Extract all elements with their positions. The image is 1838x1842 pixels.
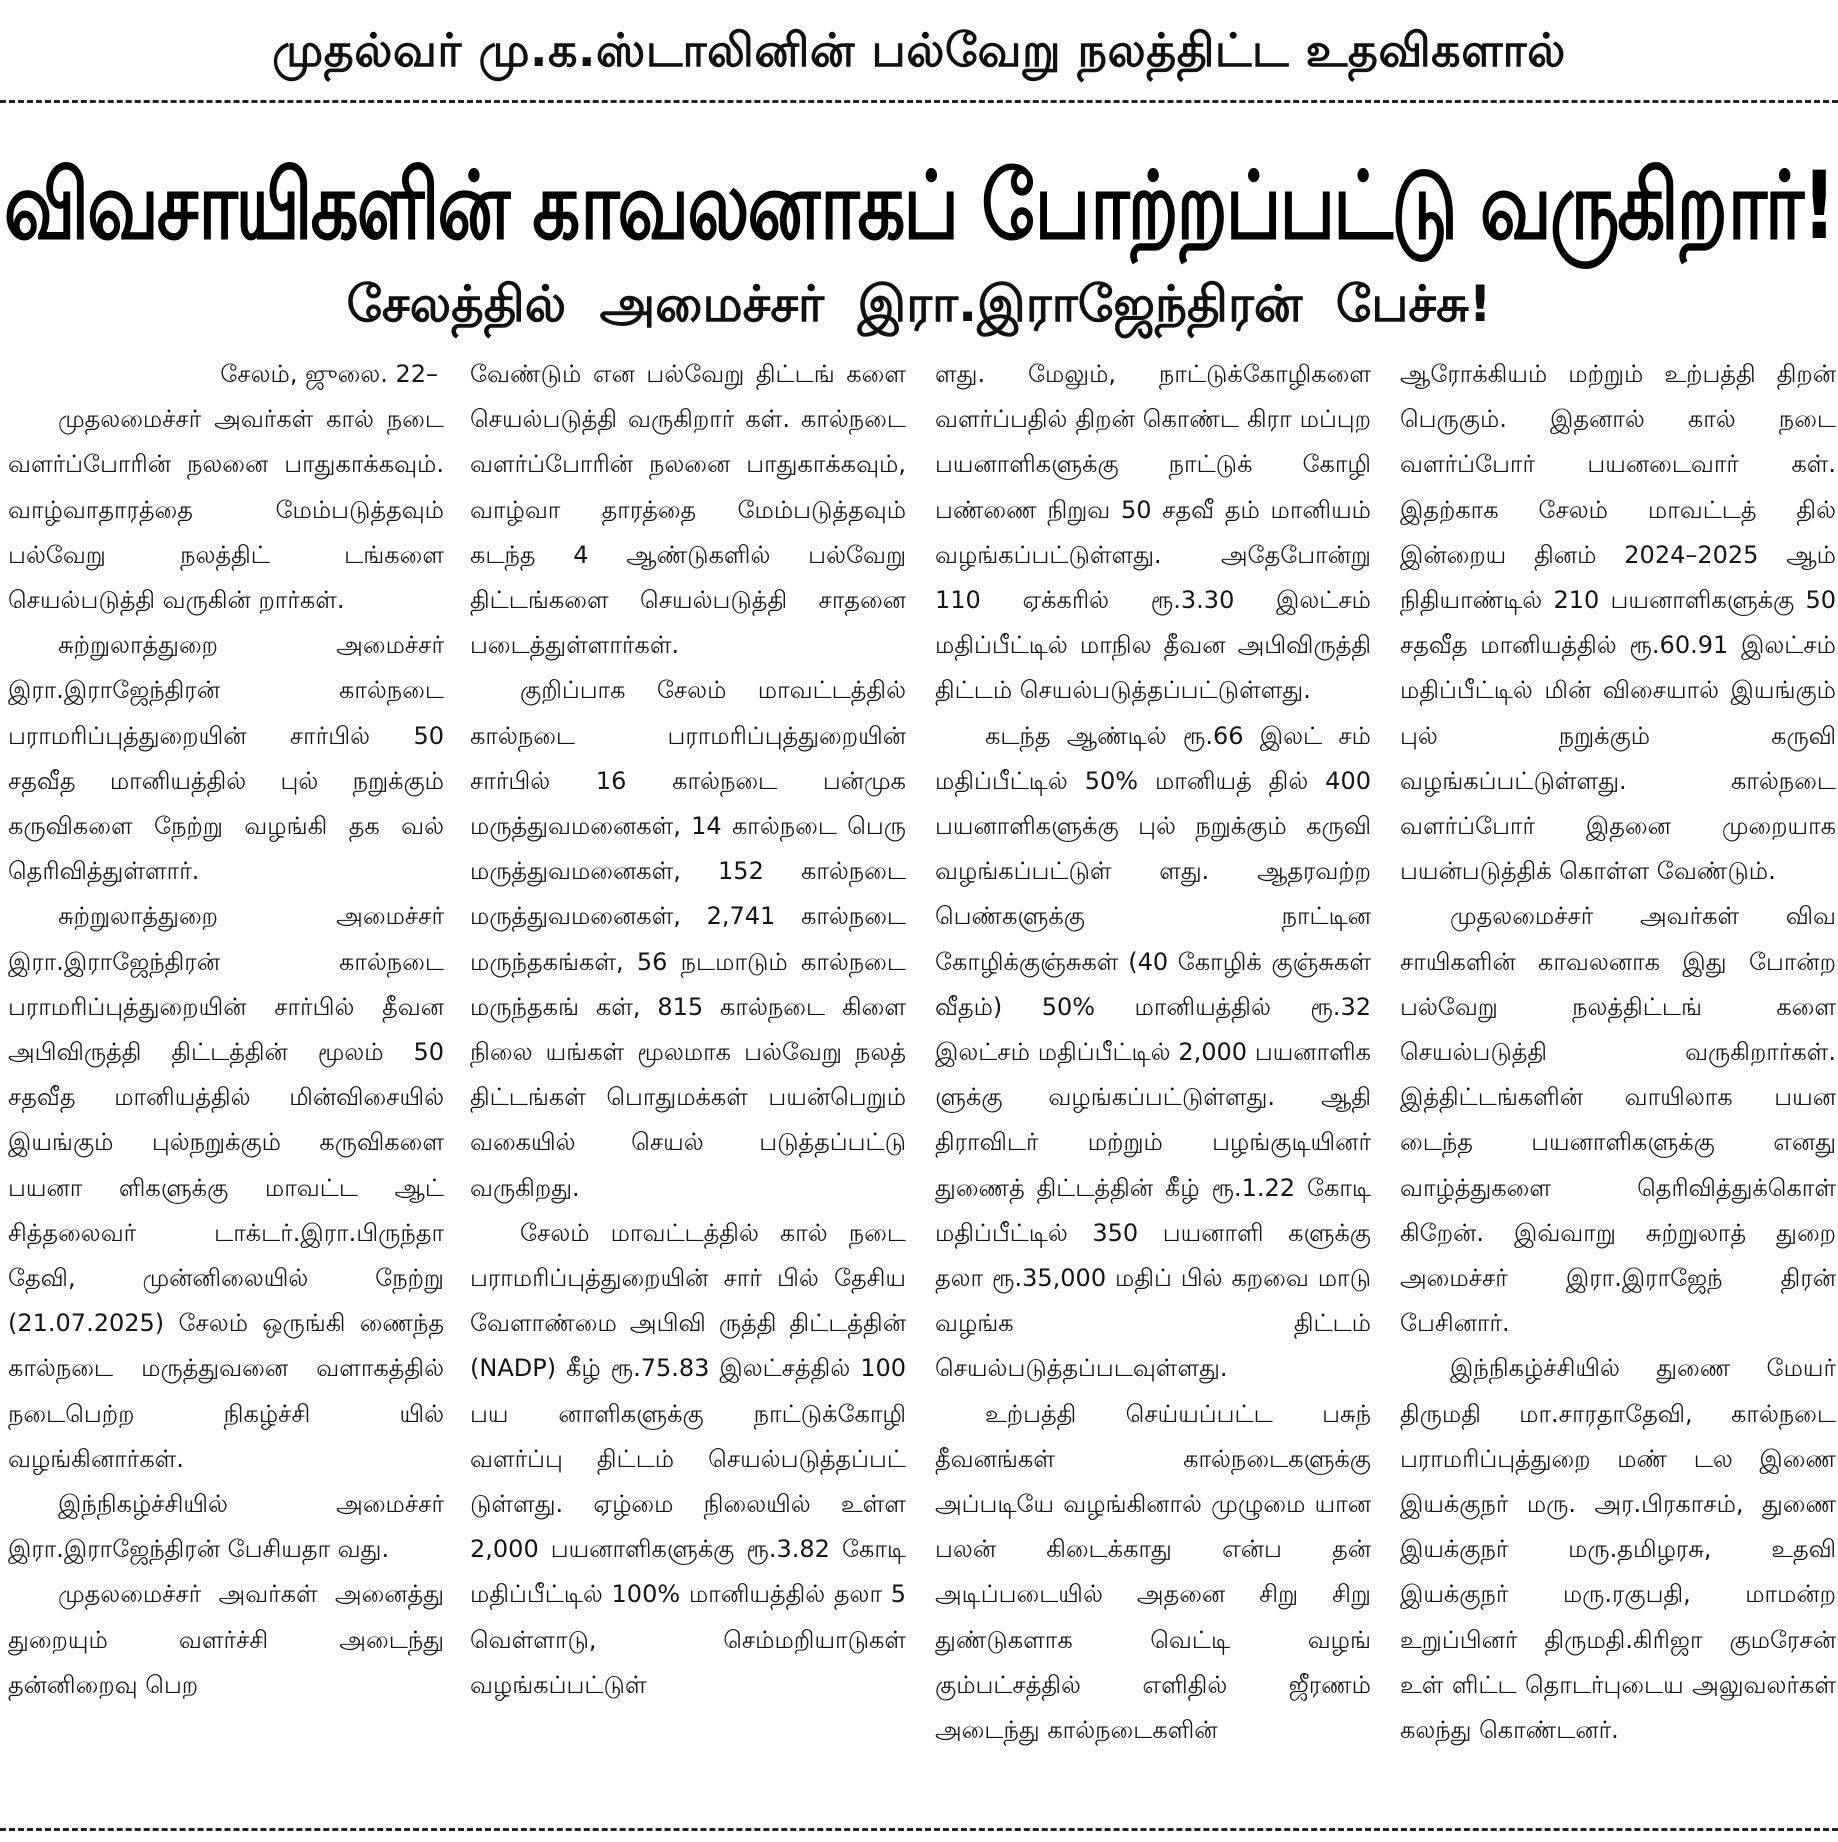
paragraph: கடந்த ஆண்டில் ரூ.66 இலட் சம் மதிப்பீட்டில் 50% மானியத் தில் 400 பயனாளிகளுக்கு புல் நறுக்கும் கருவி வழங்கப்பட்டுள் ளது. ஆதரவற்ற பெண்களுக்கு நாட்டின கோழிக்குஞ்சுகள் (40 கோழிக் குஞ்சுகள் வீதம்) 50% மானியத்தில் ரூ.32 இலட்சம் மதிப்பீட்டில் 2,000 பயனாளிக ளுக்கு வழங்கப்பட்டுள்ளது. ஆதி திராவிடர் மற்றும் பழங்குடியினர் துணைத் திட்டத்தின் கீழ் ரூ.1.22 கோடி மதிப்பீட்டில் 350 பயனாளி களுக்கு தலா ரூ.35,000 மதிப் பில் கறவை மாடு வழங்க திட்டம் செயல்படுத்தப்படவுள்ளது. bbox=[935, 721, 1371, 1383]
paragraph: முதலமைச்சர் அவர்கள் விவ சாயிகளின் காவலனாக இது போன்ற பல்வேறு நலத்திட்டங் களை செயல்படுத்தி வருகிறார்கள். இத்திட்டங்களின் வாயிலாக பயன டைந்த பயனாளிகளுக்கு எனது வாழ்த்துகளை தெரிவித்துக்கொள் கிறேன். இவ்வாறு சுற்றுலாத் துறை அமைச்சர் இரா.இராஜேந் திரன் பேசினார். bbox=[1400, 902, 1836, 1338]
article-column-2 bbox=[470, 352, 906, 1818]
paragraph: ஆரோக்கியம் மற்றும் உற்பத்தி திறன் பெருகும். இதனால் கால் நடை வளர்ப்போர் பயனடைவார் கள். இதற்காக சேலம் மாவட்டத் தில் இன்றைய தினம் 2024–2025 ஆம் நிதியாண்டில் 210 பயனாளிகளுக்கு 50 சதவீத மானியத்தில் ரூ.60.91 இலட்சம் மதிப்பீட்டில் மின் விசையால் இயங்கும் புல் நறுக்கும் கருவி வழங்கப்பட்டுள்ளது. கால்நடை வளர்ப்போர் இதனை முறையாக பயன்படுத்திக் கொள்ள வேண்டும். bbox=[1400, 360, 1836, 886]
paragraph: முதலமைச்சர் அவர்கள் அனைத்து துறையும் வளர்ச்சி அடைந்து தன்னிறைவு பெற bbox=[8, 1580, 444, 1699]
paragraph: இந்நிகழ்ச்சியில் அமைச்சர் இரா.இராஜேந்திரன் பேசியதா வது. bbox=[8, 1490, 444, 1564]
article-column-4 bbox=[1400, 352, 1836, 1818]
paragraph: ளது. மேலும், நாட்டுக்கோழிகளை வளர்ப்பதில் திறன் கொண்ட கிரா மப்புற பயனாளிகளுக்கு நாட்டுக் கோழி பண்ணை நிறுவ 50 சதவீ தம் மானியம் வழங்கப்பட்டுள்ளது. அதேபோன்று 110 ஏக்கரில் ரூ.3.30 இலட்சம் மதிப்பீட்டில் மாநில தீவன அபிவிருத்தி திட்டம் செயல்படுத்தப்பட்டுள்ளது. bbox=[935, 360, 1371, 705]
headline: விவசாயிகளின் காவலனாகப் போற்றப்பட்டு வருகிறார்! bbox=[3, 150, 1835, 261]
paragraph: குறிப்பாக சேலம் மாவட்டத்தில் கால்நடை பராமரிப்புத்துறையின் சார்பில் 16 கால்நடை பன்முக மருத்துவமனைகள், 14 கால்நடை பெரு மருத்துவமனைகள், 152 கால்நடை மருத்துவமனைகள், 2,741 கால்நடை மருந்தகங்கள், 56 நடமாடும் கால்நடை மருந்தகங் கள், 815 கால்நடை கிளை நிலை யங்கள் மூலமாக பல்வேறு நலத் திட்டங்கள் பொதுமக்கள் பயன்பெறும் வகையில் செயல் படுத்தப்பட்டு வருகிறது. bbox=[470, 676, 906, 1202]
paragraph: முதலமைச்சர் அவர்கள் கால் நடை வளர்ப்போரின் நலனை பாதுகாக்கவும். வாழ்வாதாரத்தை மேம்படுத்தவும் பல்வேறு நலத்திட் டங்களை செயல்படுத்தி வருகின் றார்கள். bbox=[8, 405, 444, 615]
paragraph: சேலம் மாவட்டத்தில் கால் நடை பராமரிப்புத்துறையின் சார் பில் தேசிய வேளாண்மை அபிவி ருத்தி திட்டத்தின் (NADP) கீழ் ரூ.75.83 இலட்சத்தில் 100 பய னாளிகளுக்கு நாட்டுக்கோழி வளர்ப்பு திட்டம் செயல்படுத்தப்பட் டுள்ளது. ஏழ்மை நிலையில் உள்ள 2,000 பயனாளிகளுக்கு ரூ.3.82 கோடி மதிப்பீட்டில் 100% மானியத்தில் தலா 5 வெள்ளாடு, செம்மறியாடுகள் வழங்கப்பட்டுள் bbox=[470, 1218, 906, 1699]
bottom-dashed-divider bbox=[0, 1828, 1838, 1831]
kicker-line: முதல்வர் மு.க.ஸ்டாலினின் பல்வேறு நலத்திட்ட உதவிகளால் bbox=[272, 23, 1566, 77]
subheadline: சேலத்தில் அமைச்சர் இரா.இராஜேந்திரன் பேச்சு! bbox=[346, 275, 1492, 333]
article-column-1 bbox=[8, 352, 444, 1818]
paragraph: வேண்டும் என பல்வேறு திட்டங் களை செயல்படுத்தி வருகிறார் கள். கால்நடை வளர்ப்போரின் நலனை பாதுகாக்கவும், வாழ்வா தாரத்தை மேம்படுத்தவும் கடந்த 4 ஆண்டுகளில் பல்வேறு திட்டங்களை செயல்படுத்தி சாதனை படைத்துள்ளார்கள். bbox=[470, 360, 906, 660]
top-dashed-divider bbox=[0, 100, 1838, 103]
article-column-3 bbox=[935, 352, 1371, 1818]
paragraph: சுற்றுலாத்துறை அமைச்சர் இரா.இராஜேந்திரன் கால்நடை பராமரிப்புத்துறையின் சார்பில் 50 சதவீத மானியத்தில் புல் நறுக்கும் கருவிகளை நேற்று வழங்கி தக வல் தெரிவித்துள்ளார். bbox=[8, 631, 444, 886]
dateline: சேலம், ஜுலை. 22– bbox=[220, 360, 438, 388]
paragraph: சுற்றுலாத்துறை அமைச்சர் இரா.இராஜேந்திரன் கால்நடை பராமரிப்புத்துறையின் சார்பில் தீவன அபிவிருத்தி திட்டத்தின் மூலம் 50 சதவீத மானியத்தில் மின்விசையில் இயங்கும் புல்நறுக்கும் கருவிகளை பயனா ளிகளுக்கு மாவட்ட ஆட் சித்தலைவர் டாக்டர்.இரா.பிருந்தா தேவி, முன்னிலையில் நேற்று (21.07.2025) சேலம் ஒருங்கி ணைந்த கால்நடை மருத்துவனை வளாகத்தில் நடைபெற்ற நிகழ்ச்சி யில் வழங்கினார்கள். bbox=[8, 902, 444, 1473]
paragraph: இந்நிகழ்ச்சியில் துணை மேயர் திருமதி மா.சாரதாதேவி, கால்நடை பராமரிப்புத்துறை மண் டல இணை இயக்குநர் மரு. அர.பிரகாசம், துணை இயக்குநர் மரு.தமிழரசு, உதவி இயக்குநர் மரு.ரகுபதி, மாமன்ற உறுப்பினர் திருமதி.கிரிஜா குமரேசன் உள் ளிட்ட தொடர்புடைய அலுவலர்கள் கலந்து கொண்டனர். bbox=[1400, 1354, 1836, 1745]
paragraph: உற்பத்தி செய்யப்பட்ட பசுந் தீவனங்கள் கால்நடைகளுக்கு அப்படியே வழங்கினால் முழுமை யான பலன் கிடைக்காது என்ப தன் அடிப்படையில் அதனை சிறு சிறு துண்டுகளாக வெட்டி வழங் கும்பட்சத்தில் எளிதில் ஜீரணம் அடைந்து கால்நடைகளின் bbox=[935, 1399, 1371, 1745]
